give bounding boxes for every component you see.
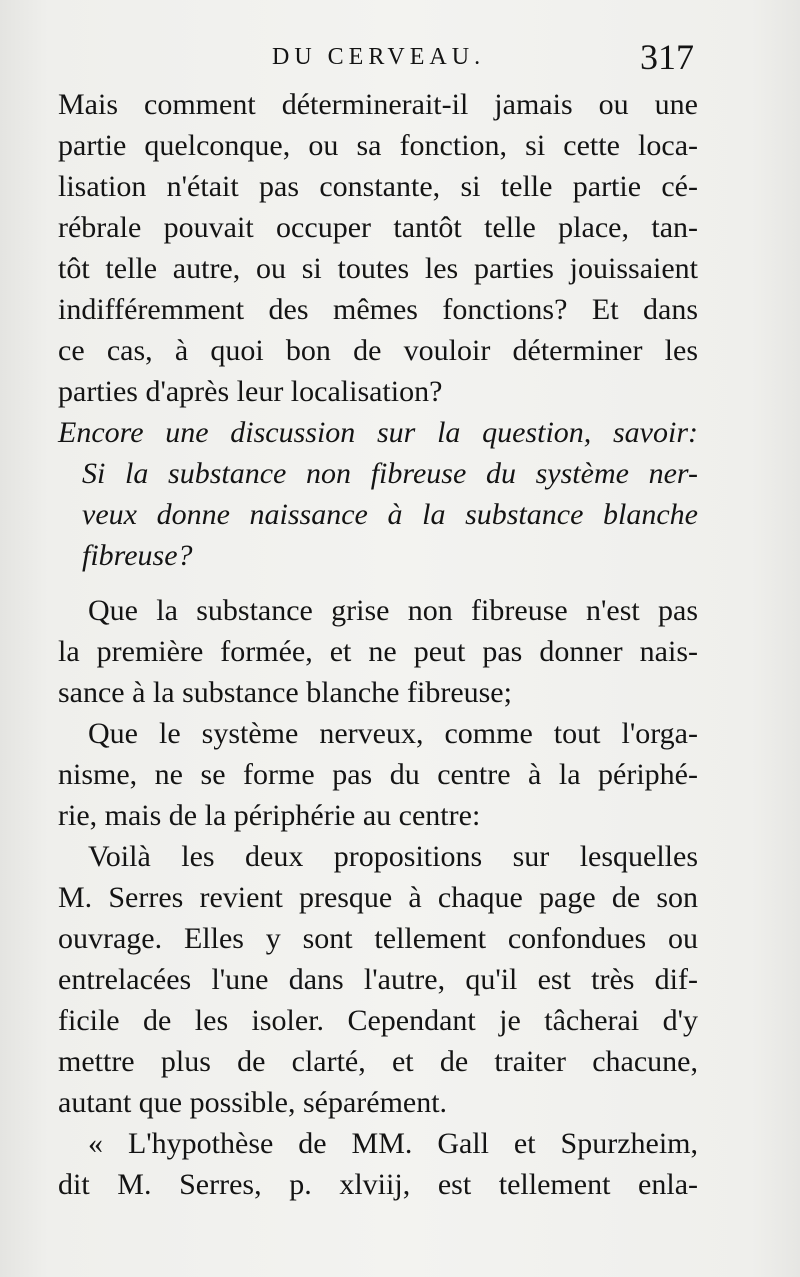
section-heading xyxy=(58,412,698,576)
text-line: indifféremment des mêmes fonctions? Et dans xyxy=(58,293,698,326)
text-line: autant que possible, séparément. xyxy=(58,1086,448,1119)
heading-line: Encore une discussion sur la question, savoir: xyxy=(58,416,698,449)
paragraph-1 xyxy=(58,84,698,412)
text-line: Que la substance grise non fibreuse n'est pas xyxy=(88,594,698,627)
text-line: Que le système nerveux, comme tout l'orga- xyxy=(88,717,698,750)
text-line: entrelacées l'une dans l'autre, qu'il est très dif- xyxy=(58,963,698,996)
text-line: mettre plus de clarté, et de traiter chacune, xyxy=(58,1045,698,1078)
text-line: « L'hypothèse de MM. Gall et Spurzheim, xyxy=(88,1127,698,1160)
text-line: Voilà les deux propositions sur lesquelles xyxy=(88,840,698,873)
text-line: sance à la substance blanche fibreuse; xyxy=(58,676,512,709)
text-line: nisme, ne se forme pas du centre à la périphé- xyxy=(58,758,698,791)
text-line: lisation n'était pas constante, si telle partie cé- xyxy=(58,170,698,203)
text-line: M. Serres revient presque à chaque page de son xyxy=(58,881,698,914)
paragraph-4 xyxy=(58,836,698,1123)
text-line: dit M. Serres, p. xlviij, est tellement enla- xyxy=(58,1168,698,1201)
heading-line: veux donne naissance à la substance blanche xyxy=(82,498,698,531)
text-line: Mais comment déterminerait-il jamais ou une xyxy=(58,88,698,121)
text-line: tôt telle autre, ou si toutes les parties jouissaient xyxy=(58,252,698,285)
text-line: ficile de les isoler. Cependant je tâcherai d'y xyxy=(58,1004,698,1037)
page-header xyxy=(0,37,800,90)
text-line: rie, mais de la périphérie au centre: xyxy=(58,799,481,832)
text-line: la première formée, et ne peut pas donner nais- xyxy=(58,635,698,668)
page-body xyxy=(58,84,698,1205)
paragraph-5 xyxy=(58,1123,698,1205)
text-line: parties d'après leur localisation? xyxy=(58,375,443,408)
text-line: ce cas, à quoi bon de vouloir déterminer les xyxy=(58,334,698,367)
page-number: 317 xyxy=(640,37,694,77)
paragraph-2 xyxy=(58,590,698,713)
running-head: DU CERVEAU. xyxy=(272,44,486,70)
heading-line: Si la substance non fibreuse du système ner- xyxy=(82,457,698,490)
paragraph-3 xyxy=(58,713,698,836)
text-line: rébrale pouvait occuper tantôt telle place, tan- xyxy=(58,211,698,244)
text-line: ouvrage. Elles y sont tellement confondues ou xyxy=(58,922,698,955)
heading-line: fibreuse? xyxy=(82,539,193,572)
text-line: partie quelconque, ou sa fonction, si cette loca- xyxy=(58,129,698,162)
